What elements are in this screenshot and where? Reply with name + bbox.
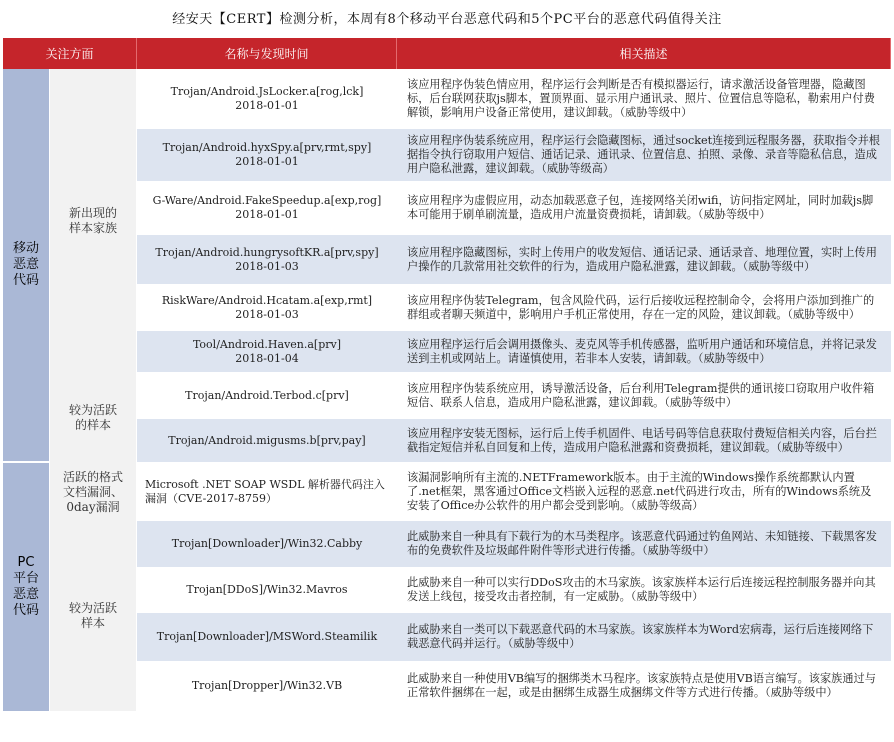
table-row-name: Trojan[Dropper]/Win32.VB bbox=[137, 662, 397, 711]
table-row-desc: 该应用程序为虚假应用，动态加载恶意子包，连接网络关闭wifi，访问指定网址，同时加载js脚本可能用于刷单刷流量，造成用户流量资费损耗，请卸载。（威胁等级中） bbox=[397, 182, 891, 235]
table-row-name: Tool/Android.Haven.a[prv] 2018-01-04 bbox=[137, 331, 397, 373]
page-title: 经安天【CERT】检测分析，本周有8个移动平台恶意代码和5个PC平台的恶意代码值得关注 bbox=[172, 12, 722, 27]
table-row-desc: 此威胁来自一种具有下载行为的木马类程序。该恶意代码通过钓鱼网站、未知链接、下载黑客发布的免费软件及垃圾邮件附件等形式进行传播。（威胁等级中） bbox=[397, 521, 891, 568]
table-row-desc: 该应用程序伪装系统应用，程序运行会隐藏图标，通过socket连接到远程服务器，获取指令并根据指令执行窃取用户短信、通话记录、通讯录、位置信息、拍照、录像、录音等隐私信息，造成用户隐私泄露，建议卸载。（威胁等级高） bbox=[397, 129, 891, 182]
table-row-desc: 此威胁来自一种可以实行DDoS攻击的木马家族。该家族样本运行后连接远程控制服务器并向其发送上线包，接受攻击者控制，有一定威胁。（威胁等级中） bbox=[397, 568, 891, 613]
table-row-name: Trojan[DDoS]/Win32.Mavros bbox=[137, 568, 397, 613]
table-row-desc: 该应用程序伪装Telegram，包含风险代码，运行后接收远程控制命令，会将用户添加到推广的群组或者聊天频道中，影响用户手机正常使用，存在一定的风险，建议卸载。（威胁等级中） bbox=[397, 285, 891, 331]
category-mobile: 移动 恶意 代码 bbox=[3, 69, 49, 463]
group-new-families: 新出现的 样本家族 bbox=[49, 69, 137, 373]
table-row-name: Trojan/Android.migusms.b[prv,pay] bbox=[137, 419, 397, 463]
table-row-name: Trojan[Downloader]/Win32.Cabby bbox=[137, 521, 397, 568]
table-row-desc: 该应用程序运行后会调用摄像头、麦克风等手机传感器，监听用户通话和环境信息，并将记录发送到主机或网站上。请谨慎使用，若非本人安装，请卸载。（威胁等级中） bbox=[397, 331, 891, 373]
table-row-name: Trojan/Android.hungrysoftKR.a[prv,spy] 2018-01-03 bbox=[137, 235, 397, 285]
header-focus: 关注方面 bbox=[3, 38, 137, 69]
header-name-date: 名称与发现时间 bbox=[137, 38, 397, 69]
category-pc: PC 平台 恶意 代码 bbox=[3, 463, 49, 711]
table-row-desc: 此威胁来自一种使用VB编写的捆绑类木马程序。该家族特点是使用VB语言编写。该家族通过与正常软件捆绑在一起，或是由捆绑生成器生成捆绑文件等方式进行传播。（威胁等级中） bbox=[397, 662, 891, 711]
table-row-name: G-Ware/Android.FakeSpeedup.a[exp,rog] 2018-01-01 bbox=[137, 182, 397, 235]
group-active-samples: 较为活跃 的样本 bbox=[49, 373, 137, 463]
table-row-name: RiskWare/Android.Hcatam.a[exp,rmt] 2018-01-03 bbox=[137, 285, 397, 331]
group-pc-active-samples: 较为活跃 样本 bbox=[49, 521, 137, 711]
table-row-name: Trojan/Android.Terbod.c[prv] bbox=[137, 373, 397, 419]
table-row-name: Microsoft .NET SOAP WSDL 解析器代码注入 漏洞（CVE-2017-8759） bbox=[137, 463, 397, 521]
table-row-desc: 该漏洞影响所有主流的.NETFramework版本。由于主流的Windows操作系统都默认内置了.net框架，黑客通过Office文档嵌入远程的恶意.net代码进行攻击，所有的Windows系统及安装了Office办公软件的用户都会受到影响。（威胁等级高） bbox=[397, 463, 891, 521]
table-row-name: Trojan/Android.JsLocker.a[rog,lck] 2018-01-01 bbox=[137, 69, 397, 129]
group-doc-vulnerabilities: 活跃的格式 文档漏洞、 0day漏洞 bbox=[49, 463, 137, 521]
table-row-desc: 该应用程序隐藏图标，实时上传用户的收发短信、通话记录、通话录音、地理位置，实时上传用户操作的几款常用社交软件的行为，造成用户隐私泄露，建议卸载。（威胁等级中） bbox=[397, 235, 891, 285]
threat-table bbox=[3, 38, 891, 738]
table-row-name: Trojan/Android.hyxSpy.a[prv,rmt,spy] 2018-01-01 bbox=[137, 129, 397, 182]
table-row-desc: 此威胁来自一类可以下载恶意代码的木马家族。该家族样本为Word宏病毒，运行后连接网络下载恶意代码并运行。（威胁等级中） bbox=[397, 613, 891, 662]
table-row-desc: 该应用程序安装无图标，运行后上传手机固件、电话号码等信息获取付费短信相关内容，后台拦截指定短信并私自回复和上传，造成用户隐私泄露和资费损耗，建议卸载。（威胁等级中） bbox=[397, 419, 891, 463]
table-row-desc: 该应用程序伪装色情应用，程序运行会判断是否有模拟器运行，请求激活设备管理器，隐藏图标，后台联网获取js脚本，置顶界面、显示用户通讯录、照片、位置信息等隐私，勒索用户付费解锁，影响用户设备正常使用，建议卸载。（威胁等级中） bbox=[397, 69, 891, 129]
header-description: 相关描述 bbox=[397, 38, 891, 69]
table-row-name: Trojan[Downloader]/MSWord.Steamilik bbox=[137, 613, 397, 662]
table-row-desc: 该应用程序伪装系统应用，诱导激活设备，后台利用Telegram提供的通讯接口窃取用户收件箱短信、联系人信息，造成用户隐私泄露，建议卸载。（威胁等级中） bbox=[397, 373, 891, 419]
